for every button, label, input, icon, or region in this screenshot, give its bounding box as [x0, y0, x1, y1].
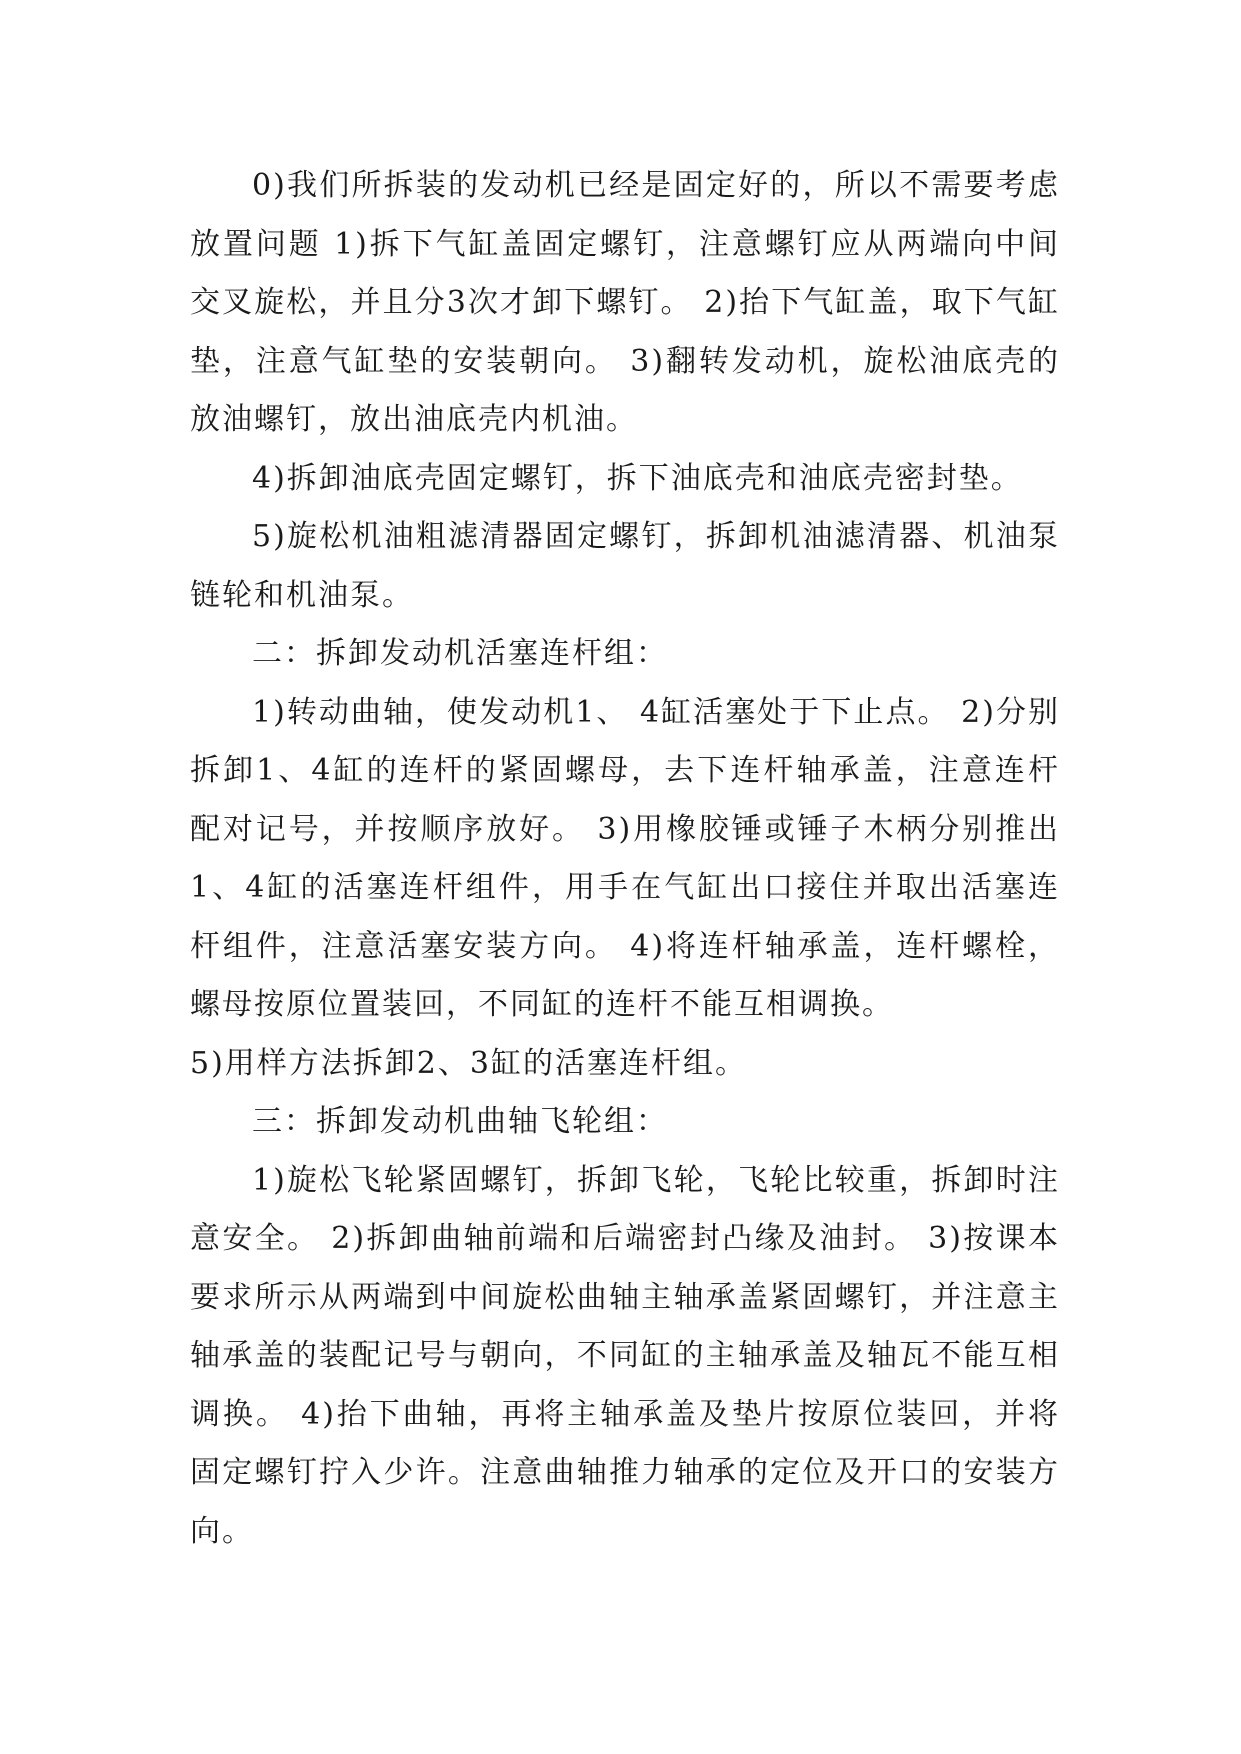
heading-piston-rod-group: 二：拆卸发动机活塞连杆组：: [252, 636, 668, 671]
heading-crankshaft-flywheel-group: 三：拆卸发动机曲轴飞轮组：: [252, 1104, 668, 1139]
paragraph-oil-pan: 4)拆卸油底壳固定螺钉，拆下油底壳和油底壳密封垫。: [252, 460, 1023, 496]
paragraph-cylinders-2-3: 5)用样方法拆卸2、3缸的活塞连杆组。: [190, 1045, 747, 1081]
paragraph-crankshaft-steps: 1)旋松飞轮紧固螺钉，拆卸飞轮，飞轮比较重，拆卸时注意安全。 2)拆卸曲轴前端和后端密封凸缘及油封。 3)按课本要求所示从两端到中间旋松曲轴主轴承盖紧固螺钉，并注意主轴承盖的装配记号与朝向，不同缸的主轴承盖及轴瓦不能互相调换。 4)抬下曲轴，再将主轴承盖及垫片按原位装回，并将固定螺钉拧入少许。注意曲轴推力轴承的定位及开口的安装方向。: [190, 1162, 1060, 1549]
body-text: [190, 157, 1060, 1561]
paragraph-oil-pump: 5)旋松机油粗滤清器固定螺钉，拆卸机油滤清器、机油泵链轮和机油泵。: [190, 519, 1060, 613]
paragraph-piston-rod-steps: 1)转动曲轴，使发动机1、 4缸活塞处于下止点。 2)分别拆卸1、4缸的连杆的紧固螺母，去下连杆轴承盖，注意连杆配对记号，并按顺序放好。 3)用橡胶锤或锤子木柄分别推出1、4缸的活塞连杆组件，用手在气缸出口接住并取出活塞连杆组件，注意活塞安装方向。 4)将连杆轴承盖，连杆螺栓，螺母按原位置装回，不同缸的连杆不能互相调换。: [190, 694, 1060, 1022]
paragraph-engine-disassembly: 0)我们所拆装的发动机已经是固定好的，所以不需要考虑放置问题 1)拆下气缸盖固定螺钉，注意螺钉应从两端向中间交叉旋松，并且分3次才卸下螺钉。 2)抬下气缸盖，取下气缸垫，注意气缸垫的安装朝向。 3)翻转发动机，旋松油底壳的放油螺钉，放出油底壳内机油。: [190, 168, 1060, 437]
